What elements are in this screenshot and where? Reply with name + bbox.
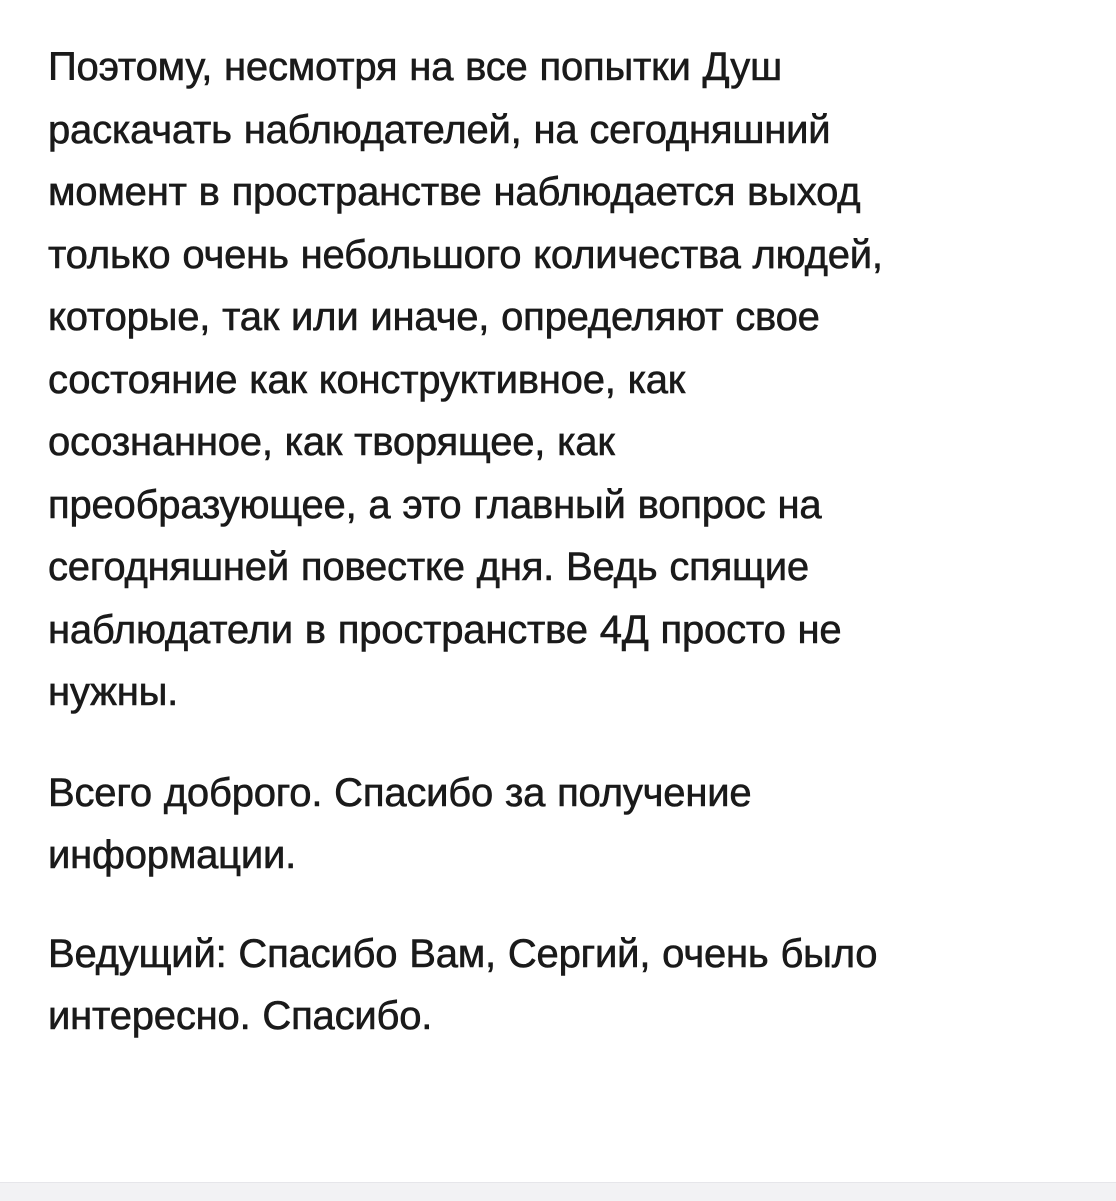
bottom-bar bbox=[0, 1182, 1116, 1201]
paragraph-line: Всего доброго. Спасибо за получение bbox=[48, 770, 752, 815]
paragraph-line: Поэтому, несмотря на все попытки Душ bbox=[48, 45, 782, 89]
paragraph-line: преобразующее, а это главный вопрос на bbox=[48, 482, 822, 527]
paragraph-3 bbox=[48, 923, 1088, 1048]
paragraph-line: раскачать наблюдателей, на сегодняшний bbox=[48, 107, 831, 152]
paragraph-line: момент в пространстве наблюдается выход bbox=[48, 170, 861, 214]
paragraph-line: сегодняшней повестке дня. Ведь спящие bbox=[48, 545, 809, 589]
paragraph-line: наблюдатели в пространстве 4Д просто не bbox=[48, 607, 842, 652]
document-body bbox=[48, 36, 1088, 1048]
paragraph-line: только очень небольшого количества людей, bbox=[48, 232, 883, 277]
paragraph-line: интересно. Спасибо. bbox=[48, 994, 433, 1038]
paragraph-line: состояние как конструктивное, как bbox=[48, 357, 686, 402]
paragraph-line: информации. bbox=[48, 833, 297, 877]
paragraph-1 bbox=[48, 36, 1088, 724]
paragraph-line: нужны. bbox=[48, 670, 179, 714]
paragraph-line: Ведущий: Спасибо Вам, Сергий, очень было bbox=[48, 931, 878, 976]
paragraph-2 bbox=[48, 762, 1088, 887]
paragraph-line: осознанное, как творящее, как bbox=[48, 420, 615, 464]
paragraph-line: которые, так или иначе, определяют свое bbox=[48, 295, 820, 339]
